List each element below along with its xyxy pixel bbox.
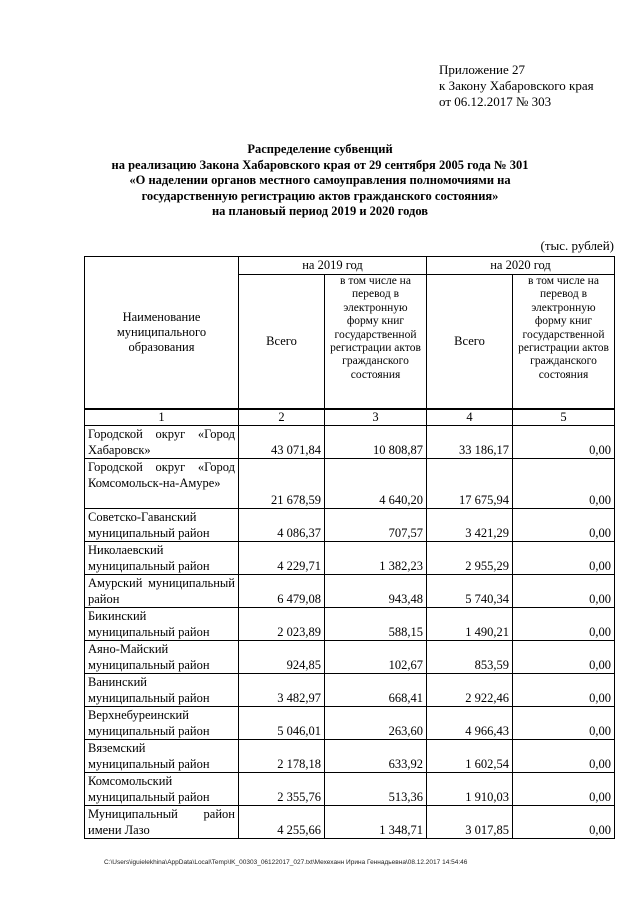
municipality-name: Городской округ «Город Комсомольск-на-Амуре» <box>85 458 239 508</box>
title-line-2: на реализацию Закона Хабаровского края от 29 сентября 2005 года № 301 <box>111 157 529 172</box>
total-2020: 3 017,85 <box>427 805 513 838</box>
file-path-footer: C:\Users\iguielekhina\AppData\Local\Temp\IK_00303_06122017_027.txt\Мехеханн Ирина Геннадьевна\08.12.2017 14:54:46 <box>104 859 468 866</box>
table-row <box>85 425 615 458</box>
incl-2020: 0,00 <box>513 458 615 508</box>
incl-2020: 0,00 <box>513 640 615 673</box>
total-2019: 2 023,89 <box>239 607 325 640</box>
municipality-name: Ванинский муниципальный район <box>85 673 239 706</box>
incl-2020: 0,00 <box>513 739 615 772</box>
incl-2019: 588,15 <box>325 607 427 640</box>
table-row <box>85 574 615 607</box>
table-row <box>85 739 615 772</box>
municipality-name: Вяземский муниципальный район <box>85 739 239 772</box>
municipality-name: Николаевский муниципальный район <box>85 541 239 574</box>
table-row <box>85 607 615 640</box>
header-incl-2020: в том числе на перевод в электронную форму книг государственной регистрации актов гражданского состояния <box>513 275 615 409</box>
annex-number: Приложение 27 <box>439 62 526 77</box>
table-row <box>85 508 615 541</box>
total-2020: 1 602,54 <box>427 739 513 772</box>
header-total-2019: Всего <box>239 275 325 409</box>
incl-2019: 102,67 <box>325 640 427 673</box>
incl-2019: 263,60 <box>325 706 427 739</box>
total-2020: 1 490,21 <box>427 607 513 640</box>
header-incl-2019: в том числе на перевод в электронную форму книг государственной регистрации актов гражданского состояния <box>325 275 427 409</box>
total-2019: 5 046,01 <box>239 706 325 739</box>
title-line-3: «О наделении органов местного самоуправления полномочиями на <box>129 173 511 187</box>
table-row <box>85 458 615 508</box>
table-row <box>85 706 615 739</box>
colnum-2: 2 <box>239 409 325 426</box>
municipality-name: Верхнебуреинский муниципальный район <box>85 706 239 739</box>
municipality-name: Городской округ «Город Хабаровск» <box>85 425 239 458</box>
total-2019: 3 482,97 <box>239 673 325 706</box>
incl-2019: 707,57 <box>325 508 427 541</box>
colnum-1: 1 <box>85 409 239 426</box>
units-label: (тыс. рублей) <box>540 238 614 253</box>
total-2020: 33 186,17 <box>427 425 513 458</box>
incl-2020: 0,00 <box>513 541 615 574</box>
incl-2019: 10 808,87 <box>325 425 427 458</box>
total-2019: 2 355,76 <box>239 772 325 805</box>
municipality-name: Аяно-Майский муниципальный район <box>85 640 239 673</box>
annex-date: от 06.12.2017 № 303 <box>439 94 552 109</box>
subsidy-table <box>84 256 615 839</box>
total-2019: 6 479,08 <box>239 574 325 607</box>
total-2019: 2 178,18 <box>239 739 325 772</box>
incl-2020: 0,00 <box>513 706 615 739</box>
incl-2019: 1 382,23 <box>325 541 427 574</box>
total-2020: 17 675,94 <box>427 458 513 508</box>
total-2019: 43 071,84 <box>239 425 325 458</box>
total-2020: 1 910,03 <box>427 772 513 805</box>
title-line-1: Распределение субвенций <box>247 142 393 156</box>
incl-2020: 0,00 <box>513 772 615 805</box>
header-municipality: Наименование муниципального образования <box>85 257 239 409</box>
title-line-5: на плановый период 2019 и 2020 годов <box>211 204 429 218</box>
header-year-2020: на 2020 год <box>427 257 615 275</box>
header-year-2019: на 2019 год <box>239 257 427 275</box>
total-2020: 2 955,29 <box>427 541 513 574</box>
total-2019: 924,85 <box>239 640 325 673</box>
incl-2019: 1 348,71 <box>325 805 427 838</box>
table-row <box>85 673 615 706</box>
total-2019: 4 255,66 <box>239 805 325 838</box>
incl-2020: 0,00 <box>513 607 615 640</box>
incl-2019: 633,92 <box>325 739 427 772</box>
total-2019: 4 229,71 <box>239 541 325 574</box>
incl-2019: 668,41 <box>325 673 427 706</box>
total-2019: 21 678,59 <box>239 458 325 508</box>
total-2019: 4 086,37 <box>239 508 325 541</box>
total-2020: 3 421,29 <box>427 508 513 541</box>
incl-2020: 0,00 <box>513 425 615 458</box>
header-total-2020: Всего <box>427 275 513 409</box>
colnum-5: 5 <box>513 409 615 426</box>
annex-reference <box>439 62 594 110</box>
municipality-name: Амурский муниципальный район <box>85 574 239 607</box>
document-title <box>80 142 560 220</box>
total-2020: 853,59 <box>427 640 513 673</box>
incl-2020: 0,00 <box>513 673 615 706</box>
municipality-name: Комсомольский муниципальный район <box>85 772 239 805</box>
incl-2019: 4 640,20 <box>325 458 427 508</box>
total-2020: 2 922,46 <box>427 673 513 706</box>
title-line-4: государственную регистрацию актов гражданского состояния» <box>141 188 499 203</box>
annex-law: к Закону Хабаровского края <box>439 78 594 93</box>
table-row <box>85 640 615 673</box>
municipality-name: Советско-Гаванский муниципальный район <box>85 508 239 541</box>
total-2020: 5 740,34 <box>427 574 513 607</box>
total-2020: 4 966,43 <box>427 706 513 739</box>
incl-2020: 0,00 <box>513 574 615 607</box>
incl-2019: 943,48 <box>325 574 427 607</box>
colnum-4: 4 <box>427 409 513 426</box>
municipality-name: Муниципальный район имени Лазо <box>85 805 239 838</box>
municipality-name: Бикинский муниципальный район <box>85 607 239 640</box>
incl-2019: 513,36 <box>325 772 427 805</box>
incl-2020: 0,00 <box>513 805 615 838</box>
table-row <box>85 541 615 574</box>
incl-2020: 0,00 <box>513 508 615 541</box>
table-row <box>85 772 615 805</box>
colnum-3: 3 <box>325 409 427 426</box>
table-row <box>85 805 615 838</box>
column-numbers-row <box>85 409 615 426</box>
